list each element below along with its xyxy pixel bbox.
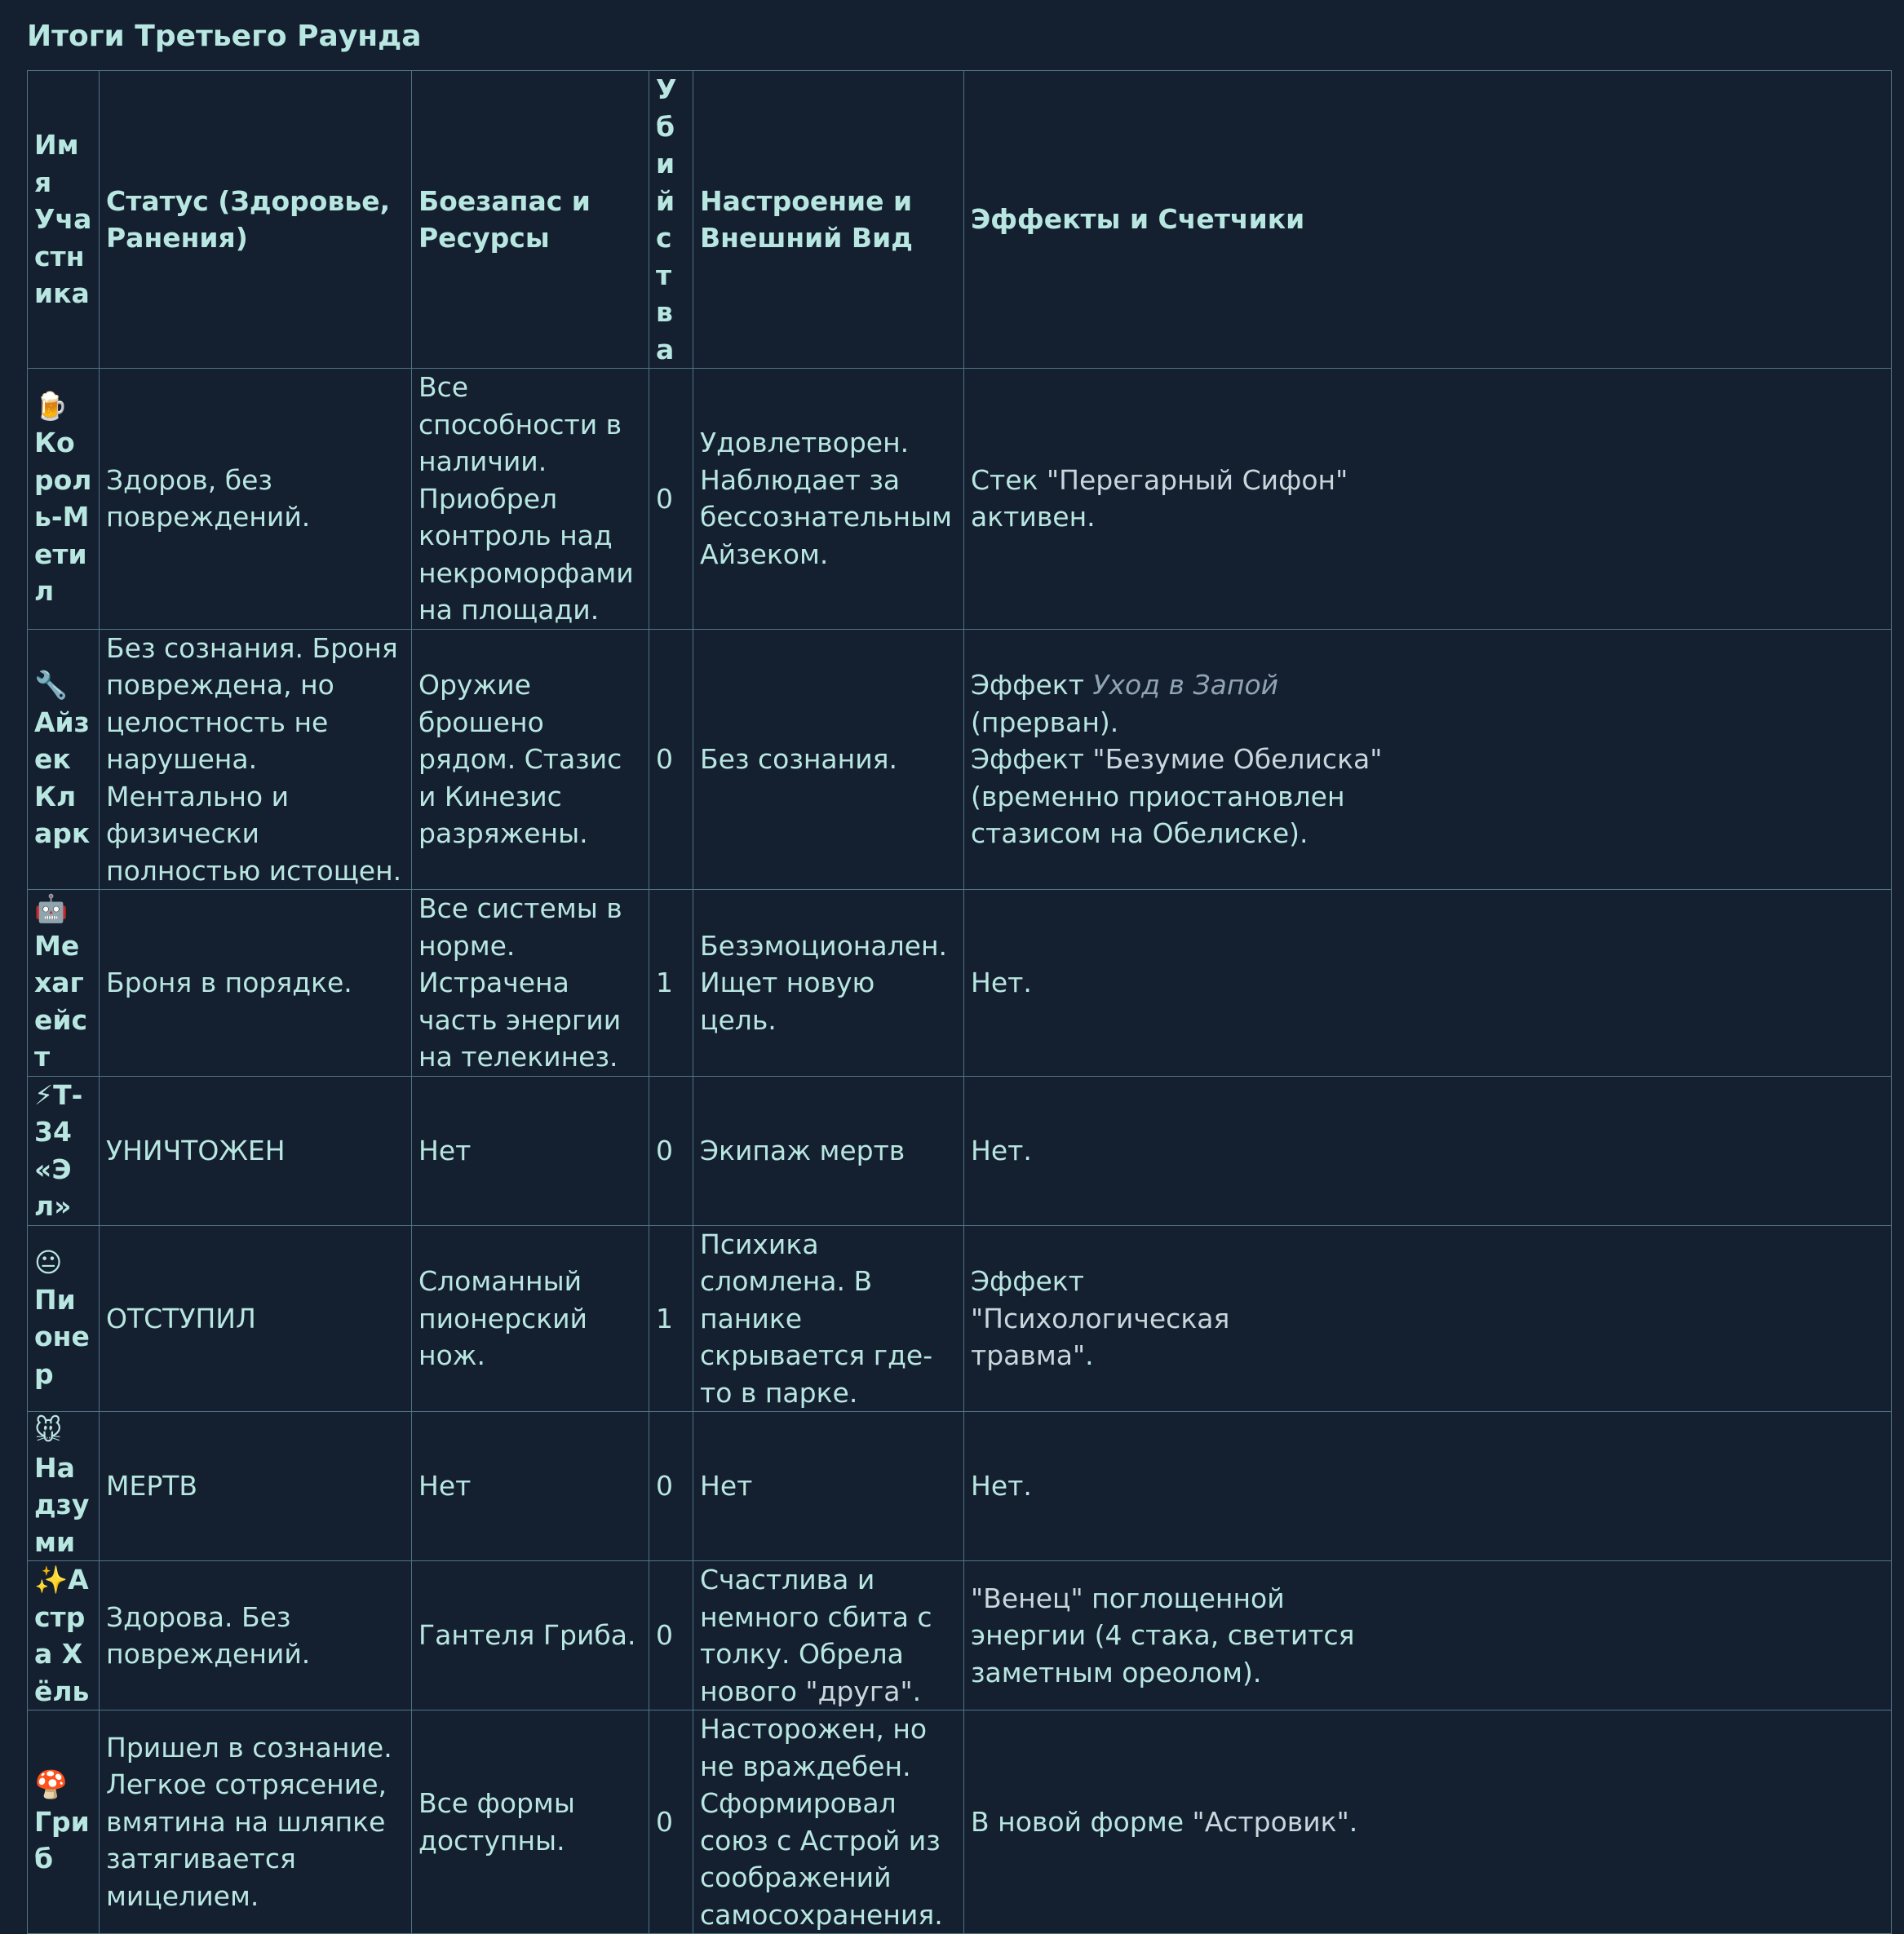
- participant-name-cell: [28, 1561, 100, 1711]
- header-name: Имя Участника: [28, 71, 100, 369]
- effects-text: поглощенной энергии (4 стака, светится заметным ореолом).: [971, 1582, 1355, 1688]
- mouse-icon: 🐭: [34, 1414, 63, 1446]
- effects-text: Эффект: [971, 669, 1093, 701]
- mood-cell: Нет: [693, 1412, 964, 1561]
- participant-name: Айзек Кларк: [34, 706, 91, 849]
- robot-icon: 🤖: [34, 892, 69, 924]
- status-cell: Броня в порядке.: [100, 890, 412, 1077]
- resources-cell: Все формы доступны.: [412, 1711, 649, 1934]
- effects-quote: "Перегарный Сифон": [1047, 463, 1348, 496]
- resources-cell: Нет: [412, 1412, 649, 1561]
- participant-name: Гриб: [34, 1805, 90, 1875]
- resources-cell: Гантеля Гриба.: [412, 1561, 649, 1711]
- kills-cell: 0: [649, 1412, 693, 1561]
- header-row: [28, 71, 1892, 369]
- participant-name-cell: [28, 1225, 100, 1412]
- kills-cell: 0: [649, 369, 693, 630]
- effects-text: Стек: [971, 463, 1047, 496]
- table-row: [28, 1076, 1892, 1225]
- participant-name-cell: [28, 1412, 100, 1561]
- participant-name: Пионер: [34, 1283, 90, 1390]
- participant-name-cell: [28, 1076, 100, 1225]
- effects-text: (прерван).: [971, 706, 1119, 738]
- effects-cell: [964, 629, 1892, 890]
- effects-cell: Нет.: [964, 1412, 1892, 1561]
- mood-text: .: [912, 1675, 922, 1707]
- status-cell: Без сознания. Броня повреждена, но целостность не нарушена. Ментально и физически полностью истощен.: [100, 629, 412, 890]
- mood-cell: Удовлетворен. Наблюдает за бессознательным Айзеком.: [693, 369, 964, 630]
- status-cell: Здорова. Без повреждений.: [100, 1561, 412, 1711]
- kills-cell: 1: [649, 890, 693, 1077]
- table-row: [28, 1711, 1892, 1934]
- header-effects: Эффекты и Счетчики: [964, 71, 1892, 369]
- effects-text: .: [1348, 1805, 1358, 1838]
- effects-cell: [964, 1561, 1892, 1711]
- effects-italic: Уход в Запой: [1092, 669, 1279, 701]
- participant-name-cell: [28, 369, 100, 630]
- effects-quote: "Астровик": [1192, 1805, 1349, 1838]
- table-row: [28, 890, 1892, 1077]
- participant-name-cell: [28, 1711, 100, 1934]
- kills-cell: 0: [649, 629, 693, 890]
- page-title: Итоги Третьего Раунда: [27, 20, 422, 53]
- status-cell: МЕРТВ: [100, 1412, 412, 1561]
- resources-cell: Нет: [412, 1076, 649, 1225]
- table-row: [28, 1561, 1892, 1711]
- kills-cell: 1: [649, 1225, 693, 1412]
- mood-cell: Без сознания.: [693, 629, 964, 890]
- neutral-face-icon: 😐: [34, 1246, 63, 1279]
- effects-text: .: [1085, 1339, 1094, 1371]
- resources-cell: Оружие брошено рядом. Стазис и Кинезис разряжены.: [412, 629, 649, 890]
- sparkles-icon: ✨: [34, 1564, 69, 1595]
- table-row: [28, 1225, 1892, 1412]
- wrench-icon: 🔧: [34, 669, 69, 701]
- resources-cell: Сломанный пионерский нож.: [412, 1225, 649, 1412]
- table-row: [28, 629, 1892, 890]
- effects-text: активен.: [971, 501, 1096, 533]
- kills-cell: 0: [649, 1711, 693, 1934]
- header-mood: Настроение и Внешний Вид: [693, 71, 964, 369]
- participant-name: Астра Хёль: [34, 1564, 90, 1707]
- effects-cell: [964, 1711, 1892, 1934]
- resources-cell: Все системы в норме. Истрачена часть энергии на телекинез.: [412, 890, 649, 1077]
- participant-name-cell: [28, 890, 100, 1077]
- header-kills: Убийства: [649, 71, 693, 369]
- mood-cell: Экипаж мертв: [693, 1076, 964, 1225]
- header-status: Статус (Здоровье, Ранения): [100, 71, 412, 369]
- table-row: [28, 1412, 1892, 1561]
- status-cell: Здоров, без повреждений.: [100, 369, 412, 630]
- mood-cell: [693, 1561, 964, 1711]
- effects-quote: "Безумие Обелиска": [1092, 743, 1383, 775]
- effects-text: В новой форме: [971, 1805, 1193, 1838]
- effects-cell: [964, 369, 1892, 630]
- status-cell: ОТСТУПИЛ: [100, 1225, 412, 1412]
- status-cell: Пришел в сознание. Легкое сотрясение, вмятина на шляпке затягивается мицелием.: [100, 1711, 412, 1934]
- resources-cell: Все способности в наличии. Приобрел контроль над некроморфами на площади.: [412, 369, 649, 630]
- effects-quote: "Психологическая травма": [971, 1302, 1230, 1371]
- effects-quote: "Венец": [971, 1582, 1083, 1614]
- mood-text: Счастлива и немного сбита с толку. Обрела нового: [700, 1564, 932, 1707]
- kills-cell: 0: [649, 1561, 693, 1711]
- table-row: [28, 369, 1892, 630]
- results-table: [27, 70, 1892, 1934]
- status-cell: УНИЧТОЖЕН: [100, 1076, 412, 1225]
- header-resources: Боезапас и Ресурсы: [412, 71, 649, 369]
- participant-name-cell: [28, 629, 100, 890]
- beer-mug-icon: 🍺: [34, 389, 69, 422]
- effects-cell: Нет.: [964, 890, 1892, 1077]
- mood-cell: Насторожен, но не враждебен. Сформировал союз с Астрой из соображений самосохранения.: [693, 1711, 964, 1934]
- lightning-icon: ⚡: [34, 1078, 54, 1111]
- effects-text: (временно приостановлен стазисом на Обелиске).: [971, 780, 1345, 849]
- kills-cell: 0: [649, 1076, 693, 1225]
- mushroom-icon: 🍄: [34, 1768, 69, 1801]
- participant-name: Надзуми: [34, 1451, 90, 1558]
- effects-cell: Нет.: [964, 1076, 1892, 1225]
- effects-cell: [964, 1225, 1892, 1412]
- participant-name: Т-34 «Эл»: [34, 1078, 83, 1222]
- mood-cell: Безэмоционален. Ищет новую цель.: [693, 890, 964, 1077]
- participant-name: Король-Метил: [34, 427, 92, 608]
- effects-text: Эффект: [971, 743, 1093, 775]
- mood-cell: Психика сломлена. В панике скрывается где-то в парке.: [693, 1225, 964, 1412]
- participant-name: Мехагейст: [34, 929, 88, 1073]
- effects-text: Эффект: [971, 1265, 1084, 1297]
- mood-quote: "друга": [805, 1675, 913, 1707]
